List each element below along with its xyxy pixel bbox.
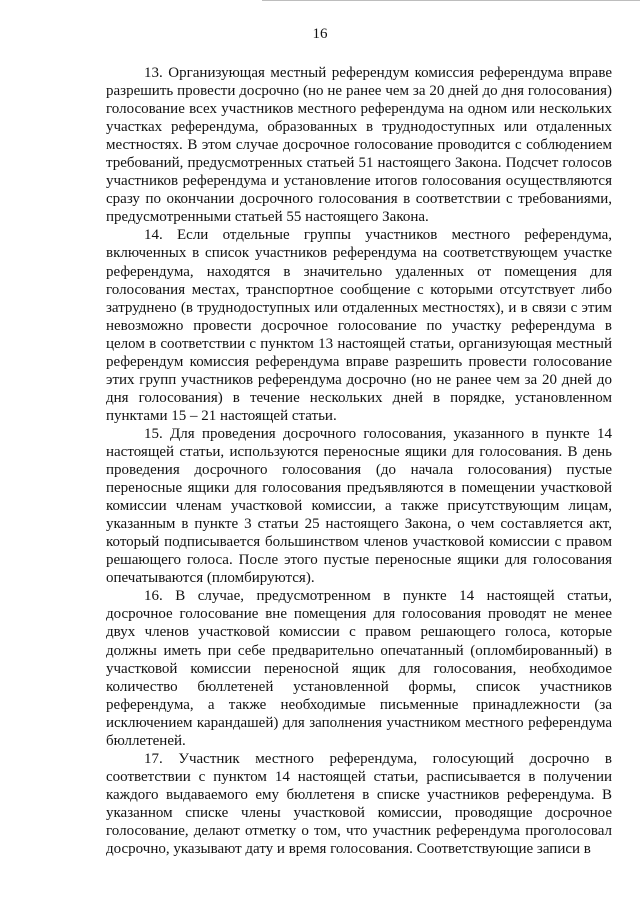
paragraph-15: 15. Для проведения досрочного голосования, указанного в пункте 14 настоящей статьи, используются переносные ящики для голосования. В день проведения досрочного голосования (до начала голосования) пустые переносные ящики для голосования предъявляются в помещении участковой комиссии членам участковой комиссии, а также присутствующим лицам, указанным в пункте 3 статьи 25 настоящего Закона, о чем составляется акт, который подписывается большинством членов участковой комиссии с правом решающего голоса. После этого пустые переносные ящики для голосования опечатываются (пломбируются). <box>106 425 612 587</box>
paragraph-16: 16. В случае, предусмотренном в пункте 14 настоящей статьи, досрочное голосование вне помещения для голосования проводят не менее двух членов участковой комиссии с правом решающего голоса, которые должны иметь при себе предварительно опечатанный (опломбированный) в участковой комиссии переносной ящик для голосования, необходимое количество бюллетеней установленной формы, список участников референдума, а также необходимые письменные принадлежности (за исключением карандашей) для заполнения участником местного референдума бюллетеней. <box>106 588 612 749</box>
page-number: 16 <box>312 26 328 42</box>
paragraph-13: 13. Организующая местный референдум комиссия референдума вправе разрешить провести досрочно (но не ранее чем за 20 дней до дня голосования) голосование всех участников местного референдума на одном или нескольких участках референдума, образованных в труднодоступных или отдаленных местностях. В этом случае досрочное голосование проводится с соблюдением требований, предусмотренных статьей 51 настоящего Закона. Подсчет голосов участников референдума и установление итогов голосования осуществляются сразу по окончании досрочного голосования в соответствии с требованиями, предусмотренными статьей 55 настоящего Закона. <box>106 65 612 226</box>
body-text <box>106 64 612 858</box>
top-border-line <box>262 0 640 1</box>
paragraph-17: 17. Участник местного референдума, голосующий досрочно в соответствии с пунктом 14 настоящей статьи, расписывается в получении каждого выдаваемого ему бюллетеня в списке участников референдума. В указанном списке члены участковой комиссии, проводящие досрочное голосование, делают отметку о том, что участник референдума проголосовал досрочно, указывают дату и время голосования. Соответствующие записи в <box>106 750 612 858</box>
paragraph-14: 14. Если отдельные группы участников местного референдума, включенных в список участников референдума на соответствующем участке референдума, находятся в значительно удаленных от помещения для голосования местах, транспортное сообщение с которыми отсутствует либо затруднено (в труднодоступных или отдаленных местностях), и в связи с этим невозможно провести досрочное голосование по участку референдума в целом в соответствии с пунктом 13 настоящей статьи, организующая местный референдум комиссия референдума вправе разрешить провести голосование этих групп участников референдума досрочно (но не ранее чем за 20 дней до дня голосования) в течение нескольких дней в порядке, установленном пунктами 15 – 21 настоящей статьи. <box>106 227 612 424</box>
